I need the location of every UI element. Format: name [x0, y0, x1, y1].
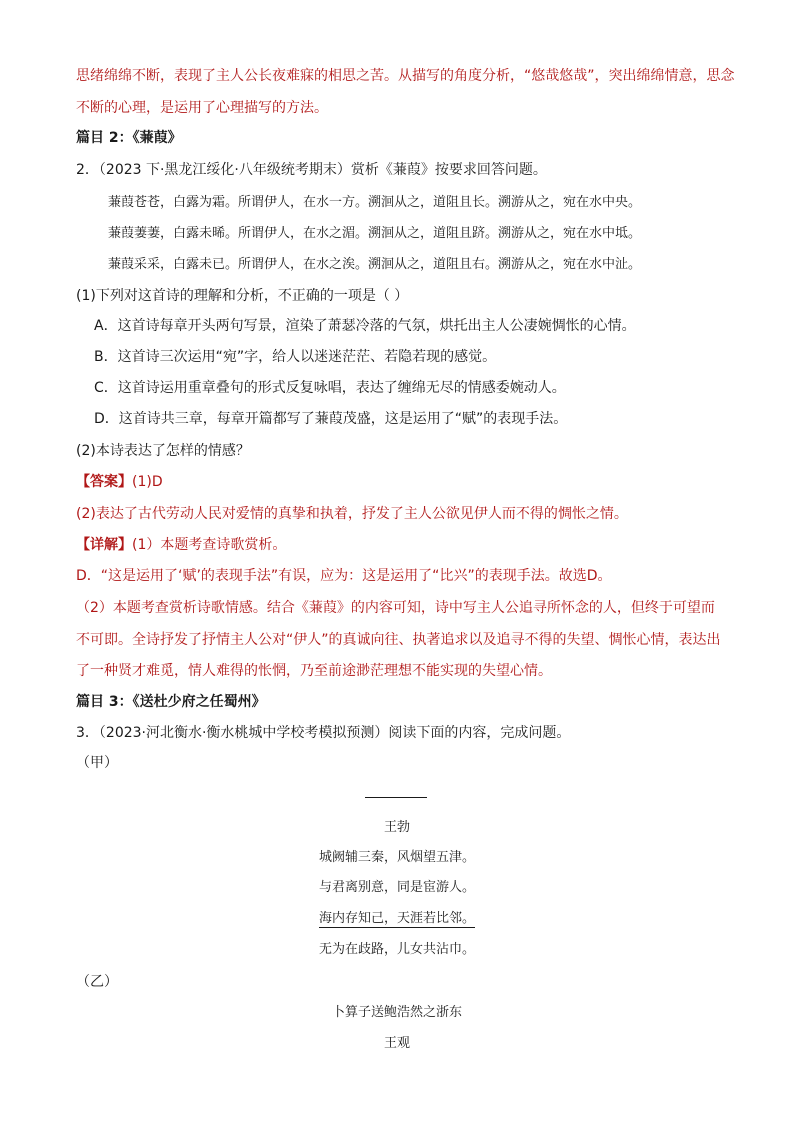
option-d: D．这首诗共三章，每章开篇都写了蒹葭茂盛，这是运用了“赋”的表现手法。	[94, 411, 568, 427]
section-heading-3: 篇目 3：《送杜少府之任蜀州》	[76, 694, 266, 710]
label-yi: （乙）	[76, 974, 118, 990]
detail-3b: 不可即。全诗抒发了抒情主人公对“伊人”的真诚向往、执著追求以及追寻不得的失望、惆怅心情，表达出	[76, 632, 721, 648]
poem-stanza-3: 蒹葭采采，白露未已。所谓伊人，在水之涘。溯洄从之，道阻且右。溯游从之，宛在水中沚。	[108, 257, 642, 272]
detail-3a: （2）本题考查赏析诗歌情感。结合《蒹葭》的内容可知，诗中写主人公追寻所怀念的人，但终于可望而	[76, 600, 715, 616]
poem-jia-line-1: 城阙辅三秦，风烟望五津。	[318, 850, 475, 865]
section-heading-2: 篇目 2：《蒹葭》	[76, 130, 182, 146]
answer-1: (1)D	[132, 474, 163, 490]
question-2-stem: 2．（2023 下·黑龙江绥化·八年级统考期末）赏析《蒹葭》按要求回答问题。	[76, 162, 547, 178]
answer-line	[76, 472, 163, 492]
option-c: C．这首诗运用重章叠句的形式反复咏唱，表达了缠绵无尽的情感委婉动人。	[94, 380, 566, 396]
poem-stanza-2: 蒹葭萋萋，白露未晞。所谓伊人，在水之湄。溯洄从之，道阻且跻。溯游从之，宛在水中坻。	[108, 226, 642, 241]
detail-2: D．“这是运用了‘赋’的表现手法”有误，应为：这是运用了“比兴”的表现手法。故选D。	[76, 568, 612, 584]
sub-question-1: (1)下列对这首诗的理解和分析，不正确的一项是（ ）	[76, 288, 409, 304]
title-yi: 卜算子送鲍浩然之浙东	[331, 1005, 462, 1020]
poem-jia-line-2: 与君离别意，同是宦游人。	[318, 880, 475, 895]
answer-tag: 【答案】	[76, 474, 132, 490]
answer-intro-line-1: 思绪绵绵不断，表现了主人公长夜难寐的相思之苦。从描写的角度分析，“悠哉悠哉”，突出绵绵情意，思念	[76, 68, 735, 84]
question-3-stem: 3．（2023·河北衡水·衡水桃城中学校考模拟预测）阅读下面的内容，完成问题。	[76, 725, 571, 741]
option-a: A．这首诗每章开头两句写景，渲染了萧瑟冷落的气氛，烘托出主人公凄婉惆怅的心情。	[94, 318, 636, 334]
detail-1: (1）本题考查诗歌赏析。	[132, 537, 287, 553]
answer-intro-line-2: 不断的心理，是运用了心理描写的方法。	[76, 100, 328, 116]
poem-stanza-1: 蒹葭苍苍，白露为霜。所谓伊人，在水一方。溯洄从之，道阻且长。溯游从之，宛在水中央。	[108, 195, 642, 210]
author-yi: 王观	[383, 1036, 410, 1051]
detail-3c: 了一种贤才难觅，情人难得的怅惘，乃至前途渺茫理想不能实现的失望心情。	[76, 663, 552, 679]
title-blank-line	[365, 797, 427, 798]
label-jia: （甲）	[76, 755, 118, 771]
option-b: B．这首诗三次运用“宛”字，给人以迷迷茫茫、若隐若现的感觉。	[94, 349, 497, 365]
sub-question-2: (2)本诗表达了怎样的情感？	[76, 443, 250, 459]
answer-2: (2)表达了古代劳动人民对爱情的真挚和执着，抒发了主人公欲见伊人而不得的惆怅之情。	[76, 506, 628, 522]
author-jia: 王勃	[383, 820, 410, 835]
poem-jia-line-3: 海内存知己，天涯若比邻。	[318, 911, 475, 926]
detail-line-1	[76, 535, 286, 555]
poem-jia-line-4: 无为在歧路，儿女共沾巾。	[318, 942, 475, 957]
poem-jia-line-3-wrap	[0, 909, 794, 929]
detail-tag: 【详解】	[76, 537, 132, 553]
